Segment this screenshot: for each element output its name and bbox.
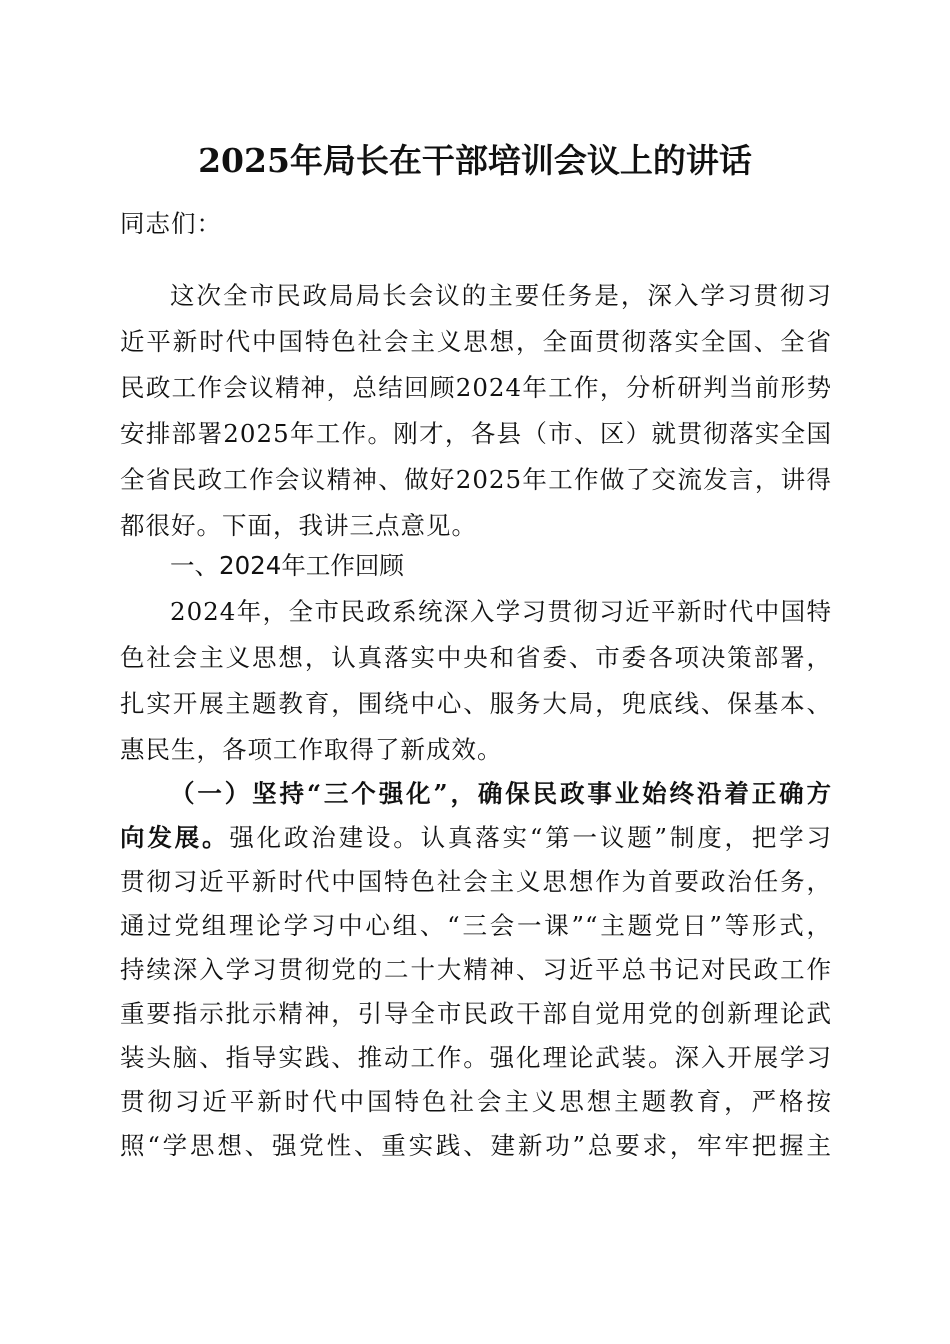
document-title: 2025年局长在干部培训会议上的讲话 [198, 141, 752, 180]
paragraph-line [120, 814, 832, 862]
paragraph-line: 民政工作会议精神，总结回顾2024年工作，分析研判当前形势 [120, 373, 832, 402]
paragraph-line: 都很好。下面，我讲三点意见。 [120, 511, 477, 540]
subsection-heading-end: 向发展。 [120, 823, 230, 852]
paragraph-line: 贯彻习近平新时代中国特色社会主义思想主题教育，严格按 [120, 1087, 832, 1116]
paragraph-line: 通过党组理论学习中心组、“三会一课”“主题党日”等形式， [120, 911, 832, 940]
paragraph-line: 重要指示批示精神，引导全市民政干部自觉用党的创新理论武 [120, 999, 832, 1028]
paragraph-line: 照“学思想、强党性、重实践、建新功”总要求，牢牢把握主 [120, 1131, 832, 1160]
paragraph-line: 装头脑、指导实践、推动工作。强化理论武装。深入开展学习 [120, 1043, 832, 1072]
paragraph-line: 扎实开展主题教育，围绕中心、服务大局，兜底线、保基本、 [120, 689, 832, 718]
section-heading: 一、2024年工作回顾 [170, 551, 404, 580]
paragraph-line: 持续深入学习贯彻党的二十大精神、习近平总书记对民政工作 [120, 955, 832, 984]
paragraph-line: 2024年，全市民政系统深入学习贯彻习近平新时代中国特 [170, 597, 832, 626]
paragraph-line: 安排部署2025年工作。刚才，各县（市、区）就贯彻落实全国 [120, 419, 832, 448]
paragraph-line: 惠民生，各项工作取得了新成效。 [120, 735, 503, 764]
paragraph-line: 全省民政工作会议精神、做好2025年工作做了交流发言，讲得 [120, 465, 832, 494]
paragraph-line: 这次全市民政局局长会议的主要任务是，深入学习贯彻习 [170, 281, 832, 310]
paragraph-line: 贯彻习近平新时代中国特色社会主义思想作为首要政治任务， [120, 867, 832, 896]
salutation: 同志们： [120, 209, 222, 238]
paragraph-text: 强化政治建设。认真落实“第一议题”制度，把学习 [229, 823, 832, 852]
paragraph-line: 色社会主义思想，认真落实中央和省委、市委各项决策部署， [120, 643, 832, 672]
paragraph-line: 近平新时代中国特色社会主义思想，全面贯彻落实全国、全省 [120, 327, 832, 356]
subsection-heading: （一）坚持“三个强化”，确保民政事业始终沿着正确方 [170, 779, 832, 808]
